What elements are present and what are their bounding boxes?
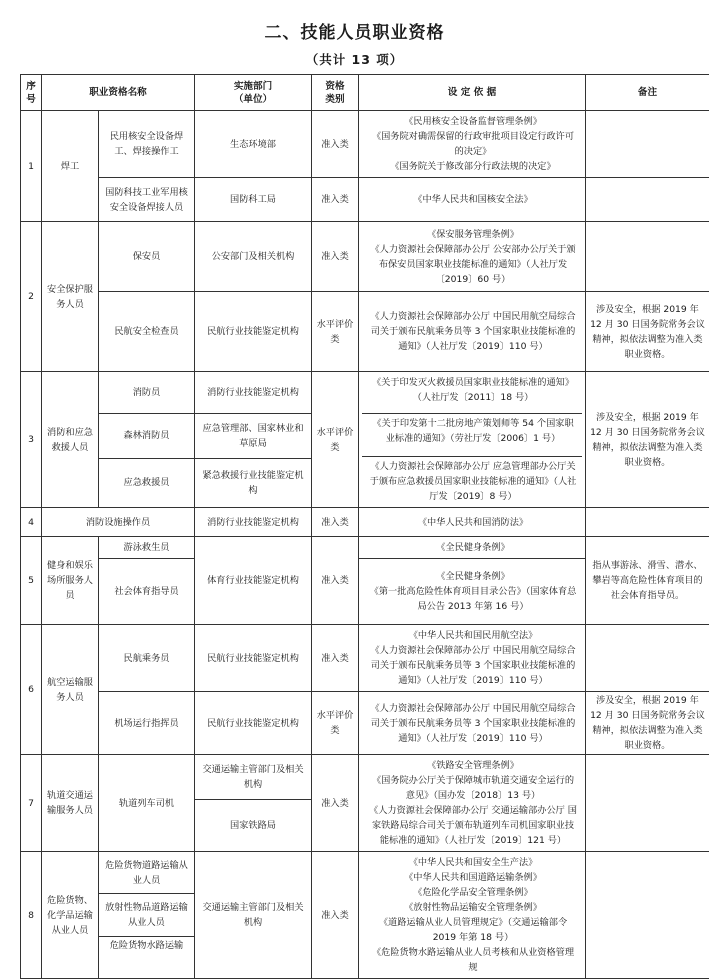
- qualification-name: 国防科技工业军用核安全设备焊接人员: [99, 178, 195, 222]
- header-seq: 序 号: [21, 75, 42, 111]
- qualification-name: 社会体育指导员: [99, 559, 195, 625]
- qualification-name: 民航乘务员: [99, 625, 195, 692]
- basis-cell: 《全民健身条例》: [359, 537, 586, 559]
- remark: 涉及安全，根据 2019 年 12 月 30 日国务院常务会议精神，拟依法调整为准入类职业资格。: [586, 292, 709, 372]
- qualification-name: 机场运行指挥员: [99, 692, 195, 755]
- remark: [586, 222, 709, 292]
- department: 民航行业技能鉴定机构: [195, 692, 312, 755]
- qualification-name: 森林消防员: [99, 413, 195, 458]
- header-category: 资格 类别: [312, 75, 359, 111]
- qualification-name: 保安员: [99, 222, 195, 292]
- basis-cell: 《民用核安全设备监督管理条例》 《国务院对确需保留的行政审批项目设定行政许可的决定》 《国务院关于修改部分行政法规的决定》: [359, 111, 586, 178]
- basis-cell: 《中华人民共和国民用航空法》 《人力资源社会保障部办公厅 中国民用航空局综合司关于颁布民航乘务员等 3 个国家职业技能标准的通知》（人社厅发〔2019〕110 号）: [359, 625, 586, 692]
- qualification-name: 消防员: [99, 372, 195, 414]
- row-seq: 4: [21, 508, 42, 537]
- row-group: 健身和娱乐场所服务人员: [42, 537, 99, 625]
- table-row: [21, 852, 709, 894]
- qualification-name: 危险货物水路运输: [99, 936, 195, 978]
- department: 应急管理部、国家林业和草原局: [195, 413, 312, 458]
- basis-cell: 《中华人民共和国消防法》: [359, 508, 586, 537]
- header-dept: 实施部门 （单位）: [195, 75, 312, 111]
- remark: 涉及安全，根据 2019 年 12 月 30 日国务院常务会议精神，拟依法调整为准入类职业资格。: [586, 372, 709, 508]
- department: 公安部门及相关机构: [195, 222, 312, 292]
- qualification-name: 消防设施操作员: [42, 508, 195, 537]
- department: 紧急救援行业技能鉴定机构: [195, 458, 312, 507]
- department: 消防行业技能鉴定机构: [195, 508, 312, 537]
- table-row: [21, 537, 709, 559]
- row-group: 危险货物、化学品运输从业人员: [42, 852, 99, 979]
- remark: 涉及安全，根据 2019 年 12 月 30 日国务院常务会议精神，拟依法调整为准入类职业资格。: [586, 692, 709, 755]
- category: 准入类: [312, 111, 359, 178]
- basis-cell: 《全民健身条例》 《第一批高危险性体育项目目录公告》（国家体育总局公告 2013 年第 16 号）: [359, 559, 586, 625]
- remark: [586, 508, 709, 537]
- basis-cell: 《人力资源社会保障部办公厅 中国民用航空局综合司关于颁布民航乘务员等 3 个国家职业技能标准的通知》（人社厅发〔2019〕110 号）: [359, 292, 586, 372]
- qualification-name: 放射性物品道路运输从业人员: [99, 894, 195, 936]
- row-seq: 6: [21, 625, 42, 755]
- category: 准入类: [312, 755, 359, 852]
- qualification-name: 民用核安全设备焊工、焊接操作工: [99, 111, 195, 178]
- qualification-name: 游泳救生员: [99, 537, 195, 559]
- department: 交通运输主管部门及相关机构: [195, 755, 312, 800]
- category: 水平评价类: [312, 292, 359, 372]
- category: 准入类: [312, 508, 359, 537]
- table-row: [21, 111, 709, 178]
- row-seq: 1: [21, 111, 42, 222]
- remark: [586, 625, 709, 692]
- page-subtitle: （共计 13 项）: [0, 50, 709, 68]
- department: 消防行业技能鉴定机构: [195, 372, 312, 414]
- department: 交通运输主管部门及相关机构: [195, 852, 312, 979]
- row-seq: 2: [21, 222, 42, 372]
- remark: [586, 178, 709, 222]
- basis-cell: 《关于印发灭火救援员国家职业技能标准的通知》（人社厅发〔2011〕18 号） 《关于印发第十二批房地产策划师等 54 个国家职业标准的通知》（劳社厅发〔2006〕1 号） 《人力资源社会保障部办公厅 应急管理部办公厅关于颁布应急救援员国家职业技能标准的通知》（人社厅发〔2019〕8 号）: [359, 372, 586, 508]
- basis-cell: 《中华人民共和国安全生产法》 《中华人民共和国道路运输条例》 《危险化学品安全管理条例》 《放射性物品运输安全管理条例》 《道路运输从业人员管理规定》（交通运输部令 2019 年第 18 号） 《危险货物水路运输从业人员考核和从业资格管理规: [359, 852, 586, 979]
- row-group: 轨道交通运输服务人员: [42, 755, 99, 852]
- remark: [586, 852, 709, 979]
- row-group: 安全保护服务人员: [42, 222, 99, 372]
- qualification-name: 轨道列车司机: [99, 755, 195, 852]
- row-group: 焊工: [42, 111, 99, 222]
- basis-cell: 《铁路安全管理条例》 《国务院办公厅关于保障城市轨道交通安全运行的意见》（国办发〔2018〕13 号） 《人力资源社会保障部办公厅 交通运输部办公厅 国家铁路局综合司关于颁布轨道列车司机国家职业技能标准的通知》（人社厅发〔2019〕121 号）: [359, 755, 586, 852]
- category: 水平评价类: [312, 692, 359, 755]
- table-row: [21, 508, 709, 537]
- remark: [586, 111, 709, 178]
- table-row: [21, 372, 709, 414]
- remark: [586, 755, 709, 852]
- department: 民航行业技能鉴定机构: [195, 625, 312, 692]
- table-row: [21, 625, 709, 692]
- page-title: 二、技能人员职业资格: [0, 18, 709, 43]
- department: 国防科工局: [195, 178, 312, 222]
- row-seq: 7: [21, 755, 42, 852]
- table-row: [21, 755, 709, 800]
- department: 生态环境部: [195, 111, 312, 178]
- table-row: [21, 222, 709, 292]
- table-header-row: [21, 75, 709, 111]
- row-group: 消防和应急救援人员: [42, 372, 99, 508]
- category: 准入类: [312, 852, 359, 979]
- category: 准入类: [312, 537, 359, 625]
- header-basis: 设 定 依 据: [359, 75, 586, 111]
- row-seq: 8: [21, 852, 42, 979]
- header-name: 职业资格名称: [42, 75, 195, 111]
- table-row: [21, 692, 709, 755]
- row-seq: 3: [21, 372, 42, 508]
- category: 水平评价类: [312, 372, 359, 508]
- department: 国家铁路局: [195, 800, 312, 852]
- qualification-name: 应急救援员: [99, 458, 195, 507]
- table-row: [21, 292, 709, 372]
- basis-cell: 《保安服务管理条例》 《人力资源社会保障部办公厅 公安部办公厅关于颁布保安员国家职业技能标准的通知》（人社厅发〔2019〕60 号）: [359, 222, 586, 292]
- qualification-table: [20, 74, 709, 979]
- header-remark: 备注: [586, 75, 709, 111]
- department: 民航行业技能鉴定机构: [195, 292, 312, 372]
- category: 准入类: [312, 222, 359, 292]
- row-seq: 5: [21, 537, 42, 625]
- basis-cell: 《人力资源社会保障部办公厅 中国民用航空局综合司关于颁布民航乘务员等 3 个国家职业技能标准的通知》（人社厅发〔2019〕110 号）: [359, 692, 586, 755]
- table-row: [21, 178, 709, 222]
- remark: 指从事游泳、滑雪、潜水、攀岩等高危险性体育项目的社会体育指导员。: [586, 537, 709, 625]
- department: 体育行业技能鉴定机构: [195, 537, 312, 625]
- row-group: 航空运输服务人员: [42, 625, 99, 755]
- qualification-name: 危险货物道路运输从业人员: [99, 852, 195, 894]
- qualification-name: 民航安全检查员: [99, 292, 195, 372]
- category: 准入类: [312, 178, 359, 222]
- basis-cell: 《中华人民共和国核安全法》: [359, 178, 586, 222]
- category: 准入类: [312, 625, 359, 692]
